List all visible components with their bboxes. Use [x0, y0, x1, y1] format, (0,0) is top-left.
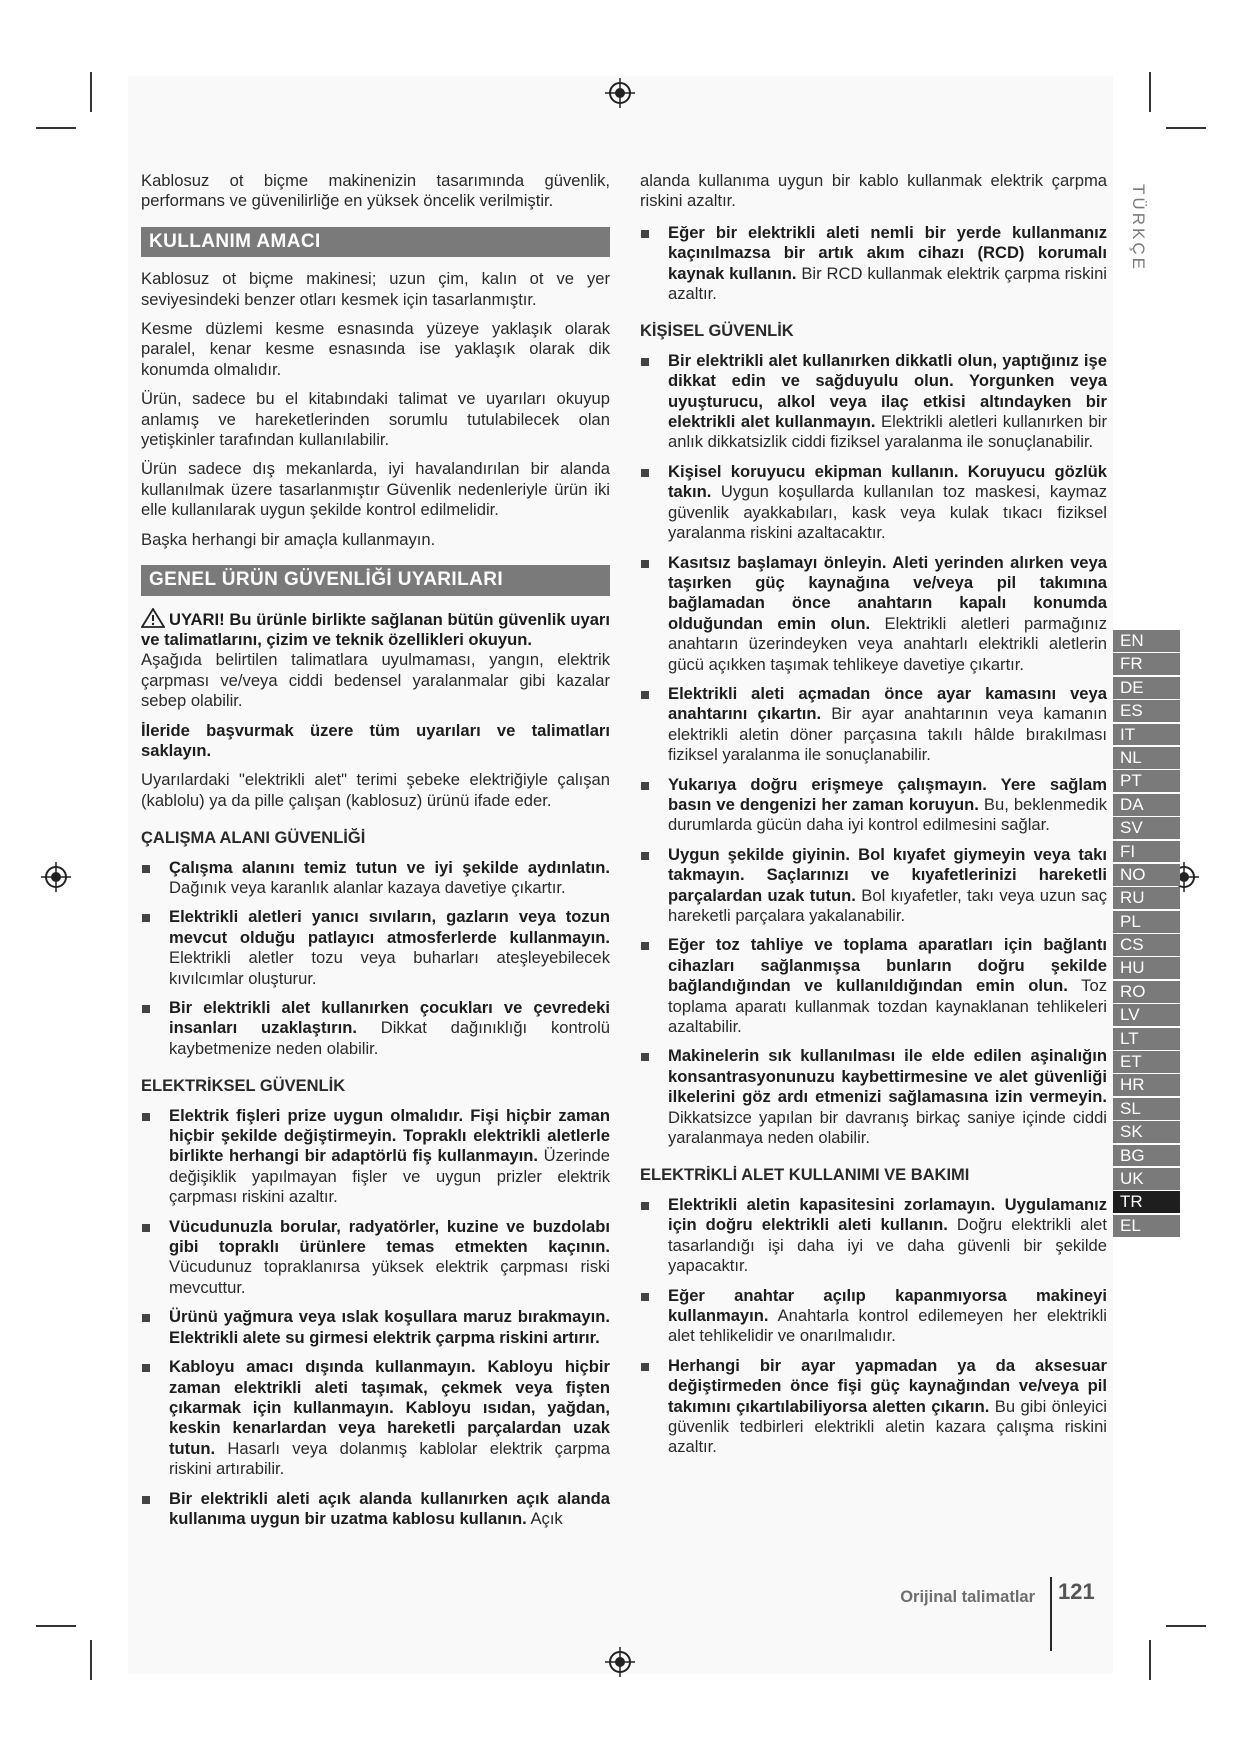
item-bold: Elektrik fişleri prize uygun olmalıdır. Fişi hiçbir zaman hiçbir şekilde değiştirmeyin. Topraklı elektrikli aletlerle birlikte herhangi bir adaptörlü fiş kullanmayın.	[169, 1105, 610, 1166]
personal-list	[640, 351, 1107, 1149]
subsection-title-personal: KİŞİSEL GÜVENLİK	[640, 322, 794, 341]
list-item	[640, 553, 1107, 675]
language-tab-et[interactable]: ET	[1113, 1051, 1180, 1073]
language-tab-de[interactable]: DE	[1113, 677, 1180, 699]
language-tab-hr[interactable]: HR	[1113, 1074, 1180, 1096]
list-item	[640, 223, 1107, 305]
term-definition: Uyarılardaki "elektrikli alet" terimi şebeke elektriğiyle çalışan (kablolu) ya da pille çalışan (kablosuz) ürünü ifade eder.	[141, 770, 610, 810]
language-tab-lv[interactable]: LV	[1113, 1004, 1180, 1026]
list-item	[141, 1217, 610, 1299]
language-tab-pl[interactable]: PL	[1113, 911, 1180, 933]
list-item	[640, 1286, 1107, 1347]
list-item	[640, 935, 1107, 1037]
crop-mark	[90, 72, 92, 112]
item-bold: Eğer anahtar açılıp kapanmıyorsa makineyi kullanmayın.	[668, 1285, 1107, 1325]
crop-mark	[36, 1625, 76, 1627]
side-title-text: TÜRKÇE	[1129, 184, 1148, 272]
list-item	[141, 858, 610, 899]
item-text: Vücudunuz topraklanırsa yüksek elektrik çarpması riski mevcuttur.	[169, 1257, 610, 1297]
language-tab-da[interactable]: DA	[1113, 794, 1180, 816]
right-column	[640, 171, 1107, 1467]
item-bold: Yukarıya doğru erişmeye çalışmayın. Yere sağlam basın ve dengenizi her zaman koruyun.	[668, 774, 1107, 814]
section-title-general-safety: GENEL ÜRÜN GÜVENLİĞİ UYARILARI	[141, 565, 610, 595]
list-item	[141, 1307, 610, 1348]
language-tab-hu[interactable]: HU	[1113, 957, 1180, 979]
list-item	[141, 907, 610, 989]
item-bold: Ürünü yağmura veya ıslak koşullara maruz bırakmayın. Elektrikli alete su girmesi elektrik çarpma riskini artırır.	[169, 1307, 610, 1347]
list-item	[640, 1356, 1107, 1458]
item-text: Bir RCD kullanmak elektrik çarpma riskini azaltır.	[668, 263, 1107, 304]
crop-mark	[1149, 1640, 1151, 1680]
crop-mark	[36, 127, 76, 129]
language-tab-lt[interactable]: LT	[1113, 1028, 1180, 1050]
subsection-title-tool-use: ELEKTRİKLİ ALET KULLANIMI VE BAKIMI	[640, 1166, 970, 1185]
language-side-title	[1127, 178, 1149, 278]
left-column	[141, 171, 610, 1538]
item-bold: Elektrikli aletin kapasitesini zorlamayın. Uygulamanız için doğru elektrikli aleti kullanın.	[668, 1194, 1107, 1235]
list-item	[640, 462, 1107, 544]
item-text: Dikkatsizce yapılan bir davranış birkaç saniye içinde ciddi yaralanmaya neden olabilir.	[668, 1107, 1107, 1148]
language-tabs	[1113, 630, 1180, 1238]
registration-mark-icon	[605, 78, 635, 108]
item-text: Doğru elektrikli alet tasarlandığı işi daha iyi ve daha güvenli bir şekilde yapacaktır.	[668, 1215, 1107, 1276]
intro-text: Kablosuz ot biçme makinenizin tasarımında güvenlik, performans ve güvenilirliğe en yüksek öncelik verilmiştir.	[141, 171, 610, 211]
item-bold: Bir elektrikli alet kullanırken çocukları ve çevredeki insanları uzaklaştırın.	[169, 998, 610, 1038]
language-tab-bg[interactable]: BG	[1113, 1145, 1180, 1167]
language-tab-uk[interactable]: UK	[1113, 1168, 1180, 1190]
paragraph: Kablosuz ot biçme makinesi; uzun çim, kalın ot ve yer seviyesindeki benzer otları kesmek için tasarlanmıştır.	[141, 269, 610, 309]
item-text: Hasarlı veya dolanmış kablolar elektrik çarpma riskini artırabilir.	[169, 1438, 610, 1479]
list-item	[640, 1195, 1107, 1277]
language-tab-fi[interactable]: FI	[1113, 841, 1180, 863]
item-text: Bol kıyafetler, takı veya uzun saç hareketli parçalara yakalanabilir.	[668, 885, 1108, 925]
item-text: Toz toplama aparatı kullanmak tozdan kaynaklanan tehlikeleri azaltabilir.	[668, 976, 1107, 1037]
footer-divider	[1050, 1577, 1052, 1651]
item-text: Uygun koşullarda kullanılan toz maskesi, kaymaz güvenlik ayakkabıları, kask veya kulak tıkacı fiziksel yaralanma riskini azaltacaktır.	[668, 482, 1107, 543]
item-text: Dağınık veya karanlık alanlar kazaya davetiye çıkartır.	[169, 877, 566, 897]
language-tab-es[interactable]: ES	[1113, 700, 1180, 722]
crop-mark	[1166, 127, 1206, 129]
crop-mark	[1166, 1625, 1206, 1627]
crop-mark	[90, 1640, 92, 1680]
footer-label: Orijinal talimatlar	[900, 1588, 1035, 1606]
item-text: Elektrikli aletleri parmağınız anahtarın üzerindeyken veya anahtarlı elektrikli aletlerin gücü açıkken taşımak tehlikeye davetiye çıkartır.	[668, 613, 1107, 674]
item-text: Açık	[526, 1508, 563, 1528]
language-tab-fr[interactable]: FR	[1113, 653, 1180, 675]
tool-use-list	[640, 1195, 1107, 1458]
warning-heading: UYARI! Bu ürünle birlikte sağlanan bütün güvenlik uyarı ve talimatlarını, çizim ve teknik özellikleri okuyun.	[141, 609, 610, 649]
list-item	[640, 775, 1107, 836]
language-tab-el[interactable]: EL	[1113, 1215, 1180, 1237]
item-bold: Vücudunuzla borular, radyatörler, kuzine ve buzdolabı gibi topraklı ürünlere temas etmekten kaçının.	[169, 1216, 610, 1257]
list-item	[141, 1106, 610, 1208]
language-tab-ru[interactable]: RU	[1113, 887, 1180, 909]
language-tab-pt[interactable]: PT	[1113, 770, 1180, 792]
keep-instructions	[141, 721, 610, 762]
item-bold: Eğer bir elektrikli aleti nemli bir yerde kullanmanız kaçınılmazsa bir artık akım cihazı (RCD) korumalı kaynak kullanın.	[668, 222, 1107, 283]
subsection-title-work-area: ÇALIŞMA ALANI GÜVENLİĞİ	[141, 829, 366, 848]
language-tab-tr[interactable]: TR	[1113, 1191, 1180, 1213]
item-bold: Makinelerin sık kullanılması ile elde edilen aşinalığın konsantrasyonunuzu kaybettirmesine ve alet güvenliği ilkelerini göz ardı etmenizi sağlamasına izin vermeyin.	[668, 1046, 1107, 1107]
list-item	[640, 684, 1107, 766]
item-bold: Bir elektrikli alet kullanırken dikkatli olun, yaptığınız işe dikkat edin ve sağduyulu olun. Yorgunken veya uyuşturucu, alkol veya ilaç etkisi altındayken bir elektrikli alet kullanmayın.	[668, 350, 1107, 432]
paragraph: Başka herhangi bir amaçla kullanmayın.	[141, 529, 436, 549]
item-bold: Eğer toz tahliye ve toplama aparatları için bağlantı cihazları sağlanmışsa bunların doğru şekilde bağlandığından ve kullanıldığından emin olun.	[668, 935, 1107, 996]
language-tab-it[interactable]: IT	[1113, 724, 1180, 746]
item-bold: Kişisel koruyucu ekipman kullanın. Koruyucu gözlük takın.	[668, 461, 1107, 502]
list-item	[640, 351, 1107, 453]
item-text: Dikkat dağınıklığı kontrolü kaybetmenize neden olabilir.	[169, 1018, 610, 1058]
section-title-intended-use: KULLANIM AMACI	[141, 227, 610, 257]
paragraph: Ürün sadece dış mekanlarda, iyi havalandırılan bir alanda kullanılmak üzere tasarlanmıştır Güvenlik nedenleriyle ürün iki elle kullanılarak uygun şekilde kontrol edilmelidir.	[141, 459, 610, 520]
warning-text: Aşağıda belirtilen talimatlara uyulmaması, yangın, elektrik çarpması ve/veya ciddi bedensel yaralanmalar gibi kazalar sebep olabilir.	[141, 650, 610, 711]
language-tab-sv[interactable]: SV	[1113, 817, 1180, 839]
item-text: Bir ayar anahtarının veya kamanın elektrikli aletin döner parçasına takılı hâlde bırakılması fiziksel yaralanma ile sonuçlanabilir.	[668, 704, 1107, 765]
subsection-title-electrical: ELEKTRİKSEL GÜVENLİK	[141, 1077, 346, 1096]
list-item	[640, 1046, 1107, 1148]
item-bold: Elektrikli aletleri yanıcı sıvıların, gazların veya tozun mevcut olduğu patlayıcı atmosferlerde kullanmayın.	[169, 907, 610, 947]
item-text: Bu, beklenmedik durumlarda gücün daha iyi kontrol edilmesini sağlar.	[668, 794, 1107, 835]
language-tab-nl[interactable]: NL	[1113, 747, 1180, 769]
rcd-list	[640, 223, 1107, 305]
list-item	[141, 1489, 610, 1530]
continued-text: alanda kullanıma uygun bir kablo kullanmak elektrik çarpma riskini azaltır.	[640, 171, 1107, 211]
item-bold: Herhangi bir ayar yapmadan ya da aksesuar değiştirmeden önce fişi güç kaynağından ve/veya pil takımını çıkartılabiliyorsa aletten çıkarın.	[668, 1355, 1107, 1416]
item-bold: Çalışma alanını temiz tutun ve iyi şekilde aydınlatın.	[169, 857, 610, 877]
warning-block	[141, 608, 610, 712]
language-tab-sl[interactable]: SL	[1113, 1098, 1180, 1120]
warning-triangle-icon	[141, 608, 165, 628]
item-text: Elektrikli aletler tozu veya buharları ateşleyebilecek kıvılcımlar oluşturur.	[169, 948, 610, 988]
page-number: 121	[1058, 1579, 1095, 1604]
item-text: Üzerinde değişiklik yapılmayan fişler ve uygun prizler elektrik çarpması riskini azaltır.	[169, 1146, 610, 1207]
list-item	[141, 1357, 610, 1479]
registration-mark-icon	[605, 1647, 635, 1677]
language-tab-ro[interactable]: RO	[1113, 981, 1180, 1003]
crop-mark	[1149, 72, 1151, 112]
work-area-list	[141, 858, 610, 1060]
electrical-list	[141, 1106, 610, 1530]
item-text: Bu gibi önleyici güvenlik tedbirleri elektrikli aletin kazara çalışma riskini azaltır.	[668, 1396, 1107, 1457]
registration-mark-icon	[41, 862, 71, 892]
keep-instructions-text: İleride başvurmak üzere tüm uyarıları ve talimatları saklayın.	[141, 720, 610, 760]
language-tab-en[interactable]: EN	[1113, 630, 1180, 652]
list-item	[640, 845, 1107, 927]
item-text: Elektrikli aletleri kullanırken bir anlık dikkatsizlik ciddi fiziksel yaralanma ile sonuçlanabilir.	[668, 412, 1107, 452]
item-text: Anahtarla kontrol edilemeyen her elektrikli alet tehlikelidir ve onarılmalıdır.	[668, 1305, 1107, 1346]
list-item	[141, 998, 610, 1059]
item-bold: Elektrikli aleti açmadan önce ayar kamasını veya anahtarını çıkartın.	[668, 683, 1107, 724]
language-tab-cs[interactable]: CS	[1113, 934, 1180, 956]
item-bold: Bir elektrikli aleti açık alanda kullanırken açık alanda kullanıma uygun bir uzatma kablosu kullanın.	[169, 1488, 610, 1528]
language-tab-sk[interactable]: SK	[1113, 1121, 1180, 1143]
item-bold: Uygun şekilde giyinin. Bol kıyafet giymeyin veya takı takmayın. Saçlarınızı ve kıyafetlerinizi hareketli parçalardan uzak tutun.	[668, 844, 1107, 905]
language-tab-no[interactable]: NO	[1113, 864, 1180, 886]
item-bold: Kasıtsız başlamayı önleyin. Aleti yerinden alırken veya taşırken güç kaynağına ve/veya pil takımına bağlamadan önce anahtarın kapalı konumda olduğundan emin olun.	[668, 552, 1107, 633]
paragraph: Kesme düzlemi kesme esnasında yüzeye yaklaşık olarak paralel, kenar kesme esnasında ise yaklaşık olarak dik konumda olmalıdır.	[141, 319, 610, 379]
paragraph: Ürün, sadece bu el kitabındaki talimat ve uyarıları okuyup anlamış ve hareketlerinden sorumlu tutulabilecek olan yetişkinler tarafından kullanılabilir.	[141, 389, 610, 450]
item-bold: Kabloyu amacı dışında kullanmayın. Kabloyu hiçbir zaman elektrikli aleti taşımak, çekmek veya fişten çıkarmak için kullanmayın. Kabloyu ısıdan, yağdan, keskin kenarlardan veya hareketli parçalardan uzak tutun.	[169, 1357, 610, 1458]
